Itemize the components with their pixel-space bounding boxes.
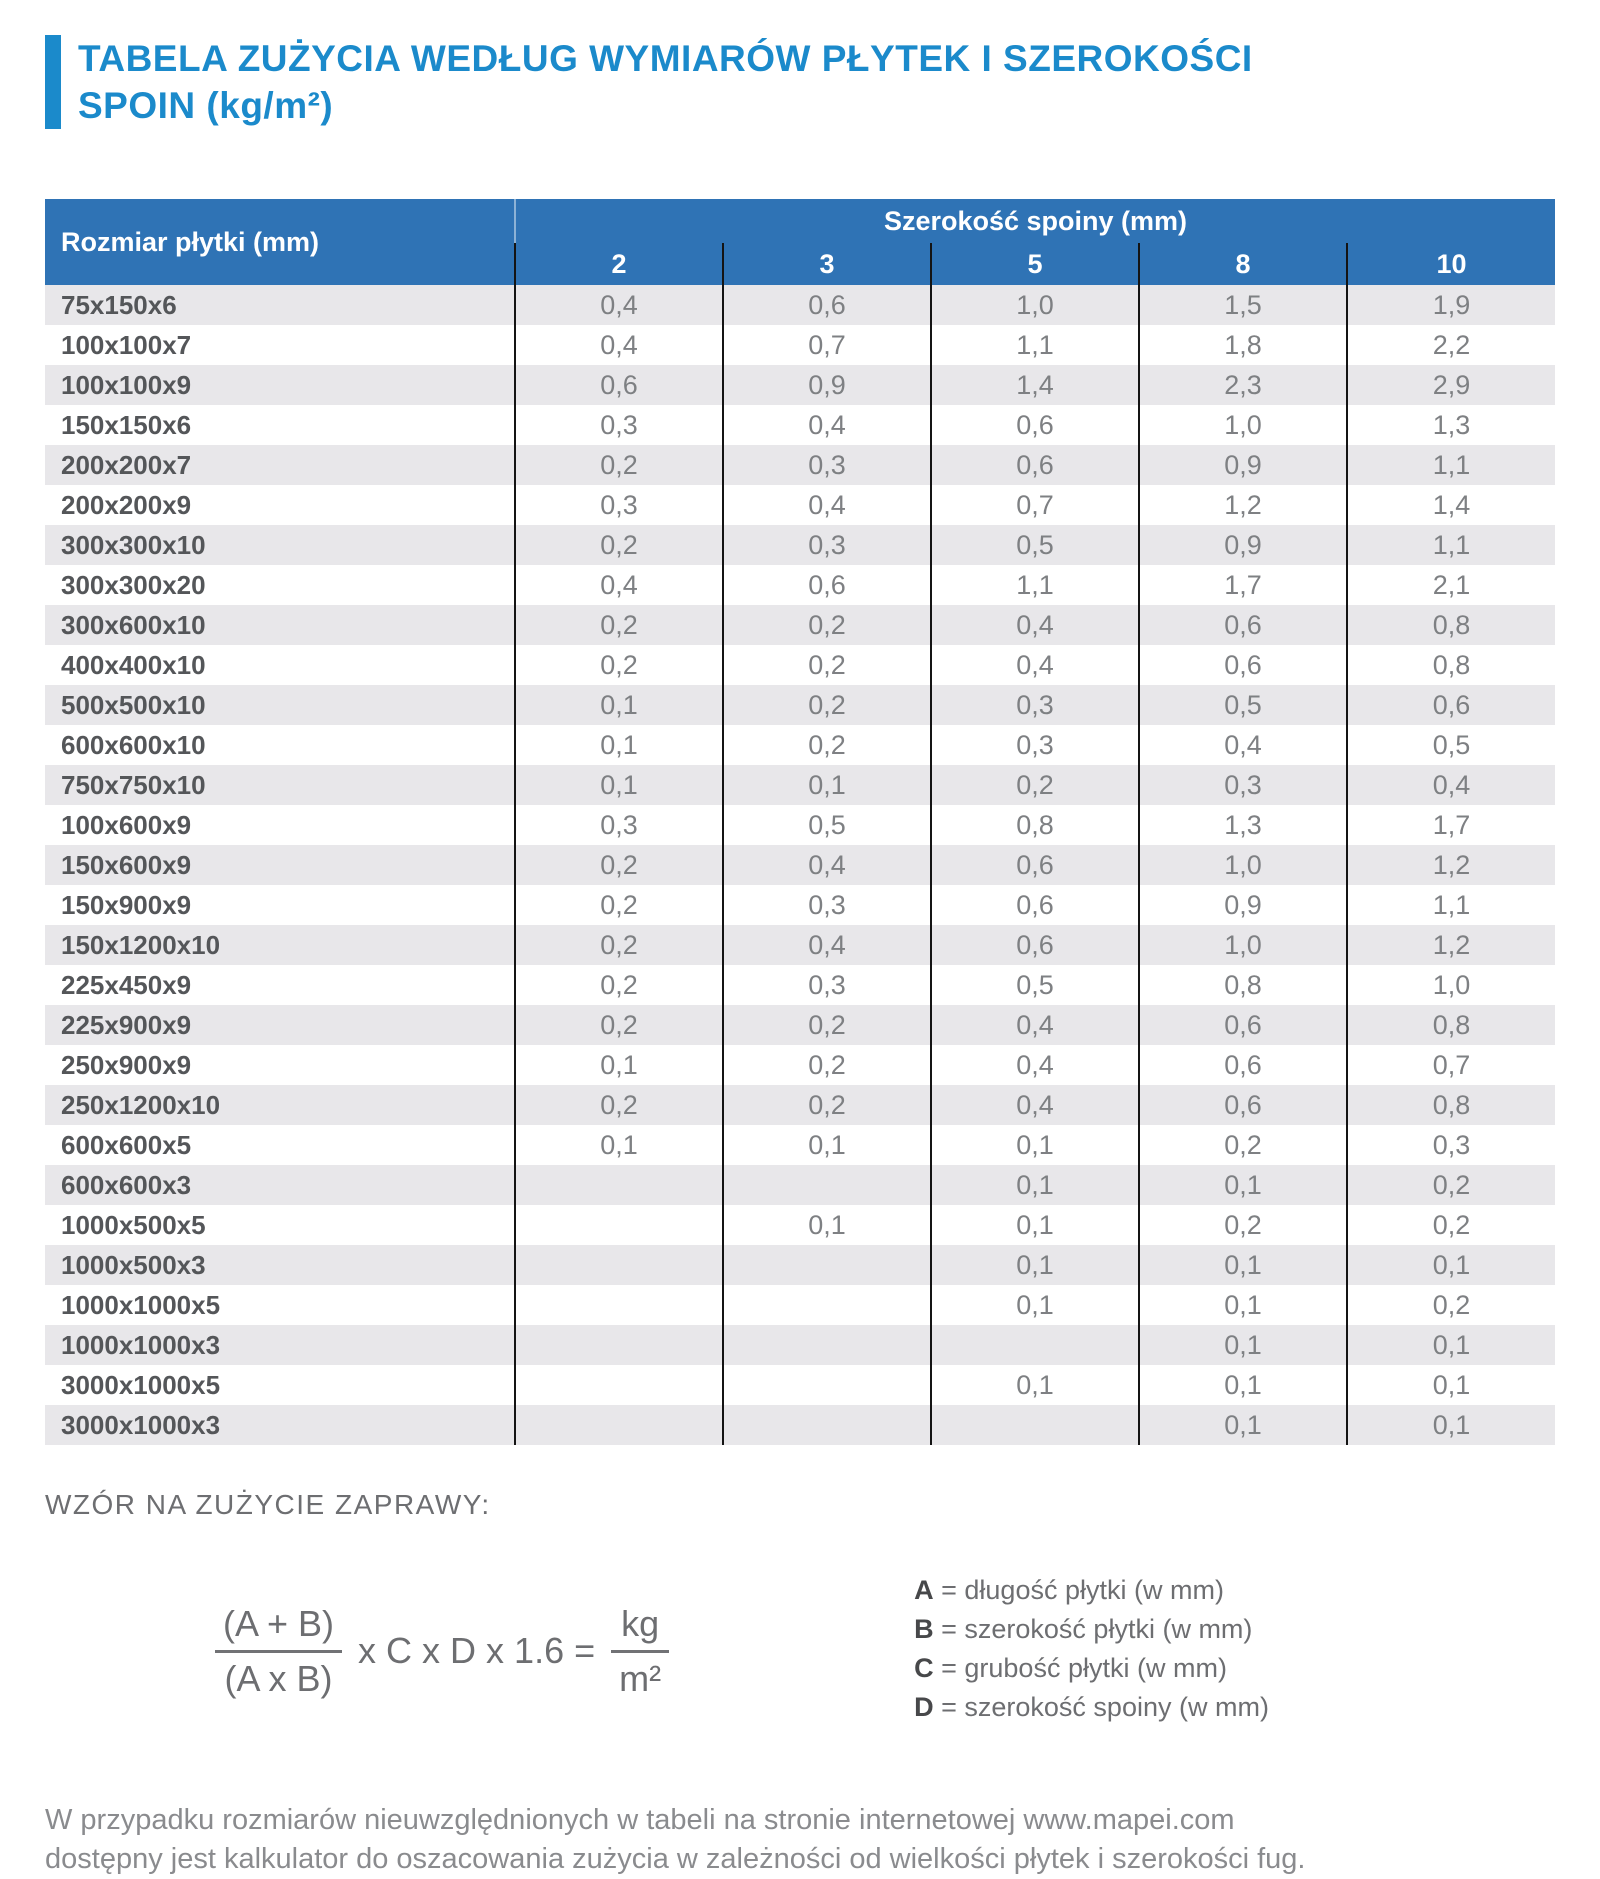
consumption-value-cell: 0,9 <box>1139 525 1347 565</box>
consumption-value-cell: 0,6 <box>515 365 723 405</box>
title-block <box>45 35 1555 129</box>
consumption-value-cell: 0,6 <box>931 445 1139 485</box>
formula-row <box>45 1573 1555 1729</box>
consumption-value-cell: 0,1 <box>515 1045 723 1085</box>
footer-note-line-2: dostępny jest kalkulator do oszacowania zużycia w zależności od wielkości płytek i szerokości fug. <box>45 1843 1306 1875</box>
consumption-value-cell: 1,0 <box>1139 845 1347 885</box>
consumption-value-cell: 0,4 <box>723 845 931 885</box>
consumption-value-cell: 0,2 <box>515 965 723 1005</box>
consumption-value-cell: 0,4 <box>931 1085 1139 1125</box>
legend-text: = grubość płytki (w mm) <box>941 1653 1227 1683</box>
consumption-value-cell: 0,6 <box>1139 1005 1347 1045</box>
consumption-value-cell: 0,1 <box>931 1205 1139 1245</box>
consumption-value-cell: 0,2 <box>515 645 723 685</box>
tile-size-cell: 300x300x20 <box>61 569 206 600</box>
consumption-value-cell: 0,3 <box>931 725 1139 765</box>
consumption-value-cell: 0,1 <box>1139 1285 1347 1325</box>
formula-heading: WZÓR NA ZUŻYCIE ZAPRAWY: <box>45 1489 491 1520</box>
consumption-value-cell: 0,1 <box>931 1285 1139 1325</box>
consumption-value-cell: 0,1 <box>515 765 723 805</box>
consumption-value-cell: 0,1 <box>1347 1325 1555 1365</box>
tile-size-cell: 100x100x7 <box>61 329 192 360</box>
tile-size-cell: 750x750x10 <box>61 769 206 800</box>
consumption-value-cell: 0,1 <box>1139 1365 1347 1405</box>
page-title-line-1: TABELA ZUŻYCIA WEDŁUG WYMIARÓW PŁYTEK I SZEROKOŚCI <box>78 38 1253 79</box>
consumption-value-cell: 0,2 <box>1347 1205 1555 1245</box>
consumption-value-cell: 0,4 <box>931 1005 1139 1045</box>
consumption-value-cell <box>515 1405 723 1445</box>
tile-size-cell: 400x400x10 <box>61 649 206 680</box>
consumption-value-cell: 0,4 <box>1347 765 1555 805</box>
table-row <box>45 1045 1555 1085</box>
consumption-value-cell: 1,3 <box>1347 405 1555 445</box>
table-row <box>45 685 1555 725</box>
consumption-value-cell: 2,3 <box>1139 365 1347 405</box>
legend-item <box>914 1612 1269 1646</box>
consumption-value-cell: 0,6 <box>931 845 1139 885</box>
consumption-value-cell: 1,7 <box>1347 805 1555 845</box>
tile-size-cell: 300x300x10 <box>61 529 206 560</box>
table-header-tile-size: Rozmiar płytki (mm) <box>45 199 515 285</box>
consumption-value-cell: 0,6 <box>723 565 931 605</box>
consumption-value-cell: 1,9 <box>1347 285 1555 325</box>
consumption-value-cell: 0,2 <box>723 645 931 685</box>
fraction-result <box>611 1603 669 1700</box>
consumption-value-cell: 0,1 <box>1139 1245 1347 1285</box>
formula-middle: x C x D x 1.6 = <box>358 1630 596 1671</box>
consumption-value-cell: 0,1 <box>515 1125 723 1165</box>
consumption-value-cell: 0,7 <box>1347 1045 1555 1085</box>
consumption-value-cell: 1,2 <box>1347 845 1555 885</box>
table-row <box>45 1125 1555 1165</box>
consumption-value-cell <box>723 1365 931 1405</box>
consumption-value-cell: 0,2 <box>515 1005 723 1045</box>
consumption-value-cell: 0,6 <box>1139 1045 1347 1085</box>
consumption-value-cell: 2,9 <box>1347 365 1555 405</box>
consumption-value-cell: 0,8 <box>1139 965 1347 1005</box>
table-row <box>45 965 1555 1005</box>
legend-text: = długość płytki (w mm) <box>941 1575 1224 1605</box>
consumption-value-cell: 0,6 <box>931 925 1139 965</box>
consumption-value-cell: 0,2 <box>1139 1205 1347 1245</box>
tile-size-cell: 600x600x5 <box>61 1129 192 1160</box>
consumption-value-cell: 0,5 <box>1347 725 1555 765</box>
consumption-value-cell: 0,4 <box>723 405 931 445</box>
formula <box>215 1603 669 1700</box>
consumption-value-cell: 0,2 <box>723 725 931 765</box>
table-row <box>45 605 1555 645</box>
tile-size-cell: 300x600x10 <box>61 609 206 640</box>
consumption-value-cell: 0,2 <box>515 445 723 485</box>
consumption-value-cell: 0,3 <box>723 965 931 1005</box>
consumption-value-cell: 1,7 <box>1139 565 1347 605</box>
tile-size-cell: 100x100x9 <box>61 369 192 400</box>
consumption-value-cell: 1,1 <box>1347 445 1555 485</box>
table-row <box>45 1085 1555 1125</box>
consumption-value-cell: 0,1 <box>723 765 931 805</box>
consumption-value-cell: 0,2 <box>723 1085 931 1125</box>
consumption-value-cell: 0,3 <box>723 885 931 925</box>
tile-size-cell: 225x900x9 <box>61 1009 192 1040</box>
table-row <box>45 1325 1555 1365</box>
table-row <box>45 645 1555 685</box>
consumption-value-cell: 1,2 <box>1139 485 1347 525</box>
consumption-value-cell: 0,8 <box>931 805 1139 845</box>
consumption-value-cell: 1,0 <box>1139 925 1347 965</box>
table-row <box>45 765 1555 805</box>
tile-size-cell: 500x500x10 <box>61 689 206 720</box>
consumption-value-cell: 0,4 <box>723 485 931 525</box>
tile-size-cell: 150x600x9 <box>61 849 192 880</box>
page-title <box>78 35 1253 129</box>
consumption-value-cell: 0,6 <box>1139 645 1347 685</box>
consumption-value-cell: 0,9 <box>1139 885 1347 925</box>
consumption-value-cell: 0,1 <box>1139 1405 1347 1445</box>
consumption-value-cell: 0,4 <box>515 285 723 325</box>
consumption-value-cell <box>515 1165 723 1205</box>
tile-size-cell: 75x150x6 <box>61 289 177 320</box>
legend-text: = szerokość spoiny (w mm) <box>941 1692 1269 1722</box>
consumption-value-cell: 2,1 <box>1347 565 1555 605</box>
legend-symbol: B <box>914 1614 934 1644</box>
consumption-value-cell: 1,8 <box>1139 325 1347 365</box>
consumption-value-cell: 0,3 <box>1347 1125 1555 1165</box>
consumption-value-cell: 0,4 <box>931 1045 1139 1085</box>
consumption-value-cell: 0,3 <box>931 685 1139 725</box>
legend-symbol: D <box>914 1692 934 1722</box>
consumption-value-cell: 0,6 <box>1139 605 1347 645</box>
tile-size-cell: 3000x1000x3 <box>61 1409 221 1440</box>
consumption-value-cell: 0,3 <box>515 405 723 445</box>
tile-size-cell: 1000x1000x5 <box>61 1289 221 1320</box>
consumption-value-cell: 0,2 <box>1347 1165 1555 1205</box>
consumption-value-cell: 0,2 <box>515 1085 723 1125</box>
consumption-value-cell: 0,1 <box>515 685 723 725</box>
consumption-value-cell: 0,6 <box>1139 1085 1347 1125</box>
consumption-value-cell: 1,4 <box>931 365 1139 405</box>
consumption-value-cell: 0,1 <box>1139 1325 1347 1365</box>
consumption-value-cell: 1,2 <box>1347 925 1555 965</box>
table-row <box>45 405 1555 445</box>
legend-item <box>914 1651 1269 1685</box>
table-row <box>45 325 1555 365</box>
consumption-value-cell: 0,1 <box>931 1125 1139 1165</box>
table-row <box>45 485 1555 525</box>
consumption-value-cell: 1,0 <box>931 285 1139 325</box>
consumption-value-cell: 1,5 <box>1139 285 1347 325</box>
consumption-value-cell: 0,6 <box>1347 685 1555 725</box>
consumption-value-cell: 0,3 <box>515 805 723 845</box>
legend-text: = szerokość płytki (w mm) <box>941 1614 1253 1644</box>
table-row <box>45 445 1555 485</box>
consumption-value-cell: 0,2 <box>931 765 1139 805</box>
consumption-value-cell: 0,4 <box>931 605 1139 645</box>
consumption-value-cell: 0,3 <box>515 485 723 525</box>
consumption-value-cell: 1,4 <box>1347 485 1555 525</box>
consumption-value-cell: 0,2 <box>515 605 723 645</box>
consumption-value-cell: 0,2 <box>515 845 723 885</box>
consumption-value-cell: 0,7 <box>931 485 1139 525</box>
table-row <box>45 805 1555 845</box>
consumption-value-cell <box>515 1365 723 1405</box>
table-row <box>45 1405 1555 1445</box>
table-row <box>45 1285 1555 1325</box>
result-denominator: m² <box>619 1657 662 1699</box>
consumption-value-cell: 0,5 <box>931 525 1139 565</box>
consumption-value-cell: 0,4 <box>1139 725 1347 765</box>
consumption-value-cell: 1,1 <box>931 325 1139 365</box>
table-header <box>45 199 1555 285</box>
consumption-value-cell: 0,8 <box>1347 1085 1555 1125</box>
consumption-value-cell: 0,2 <box>515 885 723 925</box>
formula-legend <box>914 1573 1269 1729</box>
tile-size-cell: 3000x1000x5 <box>61 1369 221 1400</box>
consumption-value-cell: 0,1 <box>1139 1165 1347 1205</box>
table-row <box>45 525 1555 565</box>
consumption-value-cell <box>723 1285 931 1325</box>
tile-size-cell: 200x200x9 <box>61 489 192 520</box>
consumption-value-cell <box>723 1405 931 1445</box>
consumption-value-cell: 0,5 <box>1139 685 1347 725</box>
fraction-numerator: (A + B) <box>215 1603 342 1653</box>
consumption-value-cell: 0,6 <box>931 885 1139 925</box>
table-row <box>45 725 1555 765</box>
consumption-value-cell <box>515 1325 723 1365</box>
table-row <box>45 1205 1555 1245</box>
fraction-denominator: (A x B) <box>224 1657 333 1699</box>
joint-width-column-header: 8 <box>1139 243 1347 285</box>
consumption-value-cell: 0,2 <box>515 525 723 565</box>
consumption-value-cell: 0,4 <box>515 565 723 605</box>
tile-size-cell: 600x600x3 <box>61 1169 192 1200</box>
consumption-value-cell: 0,1 <box>1347 1405 1555 1445</box>
consumption-value-cell: 0,1 <box>723 1125 931 1165</box>
consumption-value-cell: 0,2 <box>723 1005 931 1045</box>
consumption-value-cell: 0,5 <box>931 965 1139 1005</box>
legend-item <box>914 1690 1269 1724</box>
legend-item <box>914 1573 1269 1607</box>
consumption-value-cell: 1,3 <box>1139 805 1347 845</box>
consumption-value-cell: 0,1 <box>1347 1245 1555 1285</box>
table-row <box>45 365 1555 405</box>
consumption-value-cell: 0,1 <box>1347 1365 1555 1405</box>
fraction-tile-dimensions <box>215 1603 342 1700</box>
consumption-table <box>45 199 1555 1445</box>
consumption-value-cell <box>931 1405 1139 1445</box>
consumption-value-cell: 0,1 <box>931 1165 1139 1205</box>
consumption-value-cell: 0,5 <box>723 805 931 845</box>
consumption-value-cell: 0,3 <box>723 445 931 485</box>
consumption-value-cell: 0,9 <box>723 365 931 405</box>
consumption-value-cell: 0,1 <box>931 1245 1139 1285</box>
consumption-value-cell: 1,1 <box>931 565 1139 605</box>
tile-size-cell: 1000x1000x3 <box>61 1329 221 1360</box>
tile-size-cell: 1000x500x3 <box>61 1249 206 1280</box>
table-row <box>45 285 1555 325</box>
consumption-value-cell: 0,2 <box>1347 1285 1555 1325</box>
consumption-value-cell: 1,0 <box>1139 405 1347 445</box>
consumption-value-cell: 0,4 <box>515 325 723 365</box>
joint-width-column-header: 10 <box>1347 243 1555 285</box>
tile-size-cell: 250x1200x10 <box>61 1089 221 1120</box>
consumption-value-cell: 0,9 <box>1139 445 1347 485</box>
consumption-value-cell: 0,8 <box>1347 1005 1555 1045</box>
consumption-value-cell: 0,1 <box>515 725 723 765</box>
consumption-value-cell: 0,2 <box>723 685 931 725</box>
legend-symbol: C <box>914 1653 934 1683</box>
consumption-value-cell: 0,6 <box>931 405 1139 445</box>
consumption-value-cell: 0,4 <box>723 925 931 965</box>
consumption-value-cell <box>723 1325 931 1365</box>
title-accent-bar <box>45 35 61 129</box>
consumption-value-cell: 0,4 <box>931 645 1139 685</box>
consumption-value-cell: 0,2 <box>723 1045 931 1085</box>
consumption-value-cell: 1,0 <box>1347 965 1555 1005</box>
tile-size-cell: 150x150x6 <box>61 409 192 440</box>
consumption-value-cell: 0,1 <box>723 1205 931 1245</box>
table-row <box>45 565 1555 605</box>
table-row <box>45 1005 1555 1045</box>
table-row <box>45 885 1555 925</box>
table-row <box>45 925 1555 965</box>
joint-width-column-header: 3 <box>723 243 931 285</box>
table-row <box>45 1245 1555 1285</box>
table-row <box>45 1365 1555 1405</box>
consumption-value-cell: 0,8 <box>1347 605 1555 645</box>
consumption-value-cell: 0,2 <box>723 605 931 645</box>
tile-size-cell: 200x200x7 <box>61 449 192 480</box>
tile-size-cell: 250x900x9 <box>61 1049 192 1080</box>
consumption-value-cell: 0,2 <box>515 925 723 965</box>
consumption-value-cell <box>515 1245 723 1285</box>
page-title-line-2: SPOIN (kg/m²) <box>78 85 334 126</box>
consumption-value-cell: 1,1 <box>1347 525 1555 565</box>
tile-size-cell: 225x450x9 <box>61 969 192 1000</box>
consumption-value-cell: 1,1 <box>1347 885 1555 925</box>
consumption-value-cell: 0,1 <box>931 1365 1139 1405</box>
result-numerator: kg <box>611 1603 669 1653</box>
consumption-value-cell: 0,8 <box>1347 645 1555 685</box>
consumption-value-cell <box>515 1205 723 1245</box>
consumption-value-cell: 0,6 <box>723 285 931 325</box>
tile-size-cell: 150x900x9 <box>61 889 192 920</box>
table-row <box>45 1165 1555 1205</box>
tile-size-cell: 100x600x9 <box>61 809 192 840</box>
consumption-value-cell: 2,2 <box>1347 325 1555 365</box>
consumption-value-cell: 0,7 <box>723 325 931 365</box>
consumption-value-cell <box>723 1165 931 1205</box>
footer-note-line-1: W przypadku rozmiarów nieuwzględnionych w tabeli na stronie internetowej www.mapei.com <box>45 1804 1235 1836</box>
consumption-value-cell: 0,3 <box>1139 765 1347 805</box>
joint-width-column-header: 2 <box>515 243 723 285</box>
consumption-value-cell: 0,2 <box>1139 1125 1347 1165</box>
legend-symbol: A <box>914 1575 934 1605</box>
tile-size-cell: 150x1200x10 <box>61 929 221 960</box>
footer-note <box>45 1801 1555 1879</box>
consumption-value-cell <box>931 1325 1139 1365</box>
table-row <box>45 845 1555 885</box>
consumption-value-cell <box>723 1245 931 1285</box>
consumption-value-cell: 0,3 <box>723 525 931 565</box>
tile-size-cell: 600x600x10 <box>61 729 206 760</box>
tile-size-cell: 1000x500x5 <box>61 1209 206 1240</box>
table-body <box>45 285 1555 1445</box>
joint-width-column-header: 5 <box>931 243 1139 285</box>
table-header-joint-width-group: Szerokość spoiny (mm) <box>515 199 1555 243</box>
consumption-value-cell <box>515 1285 723 1325</box>
